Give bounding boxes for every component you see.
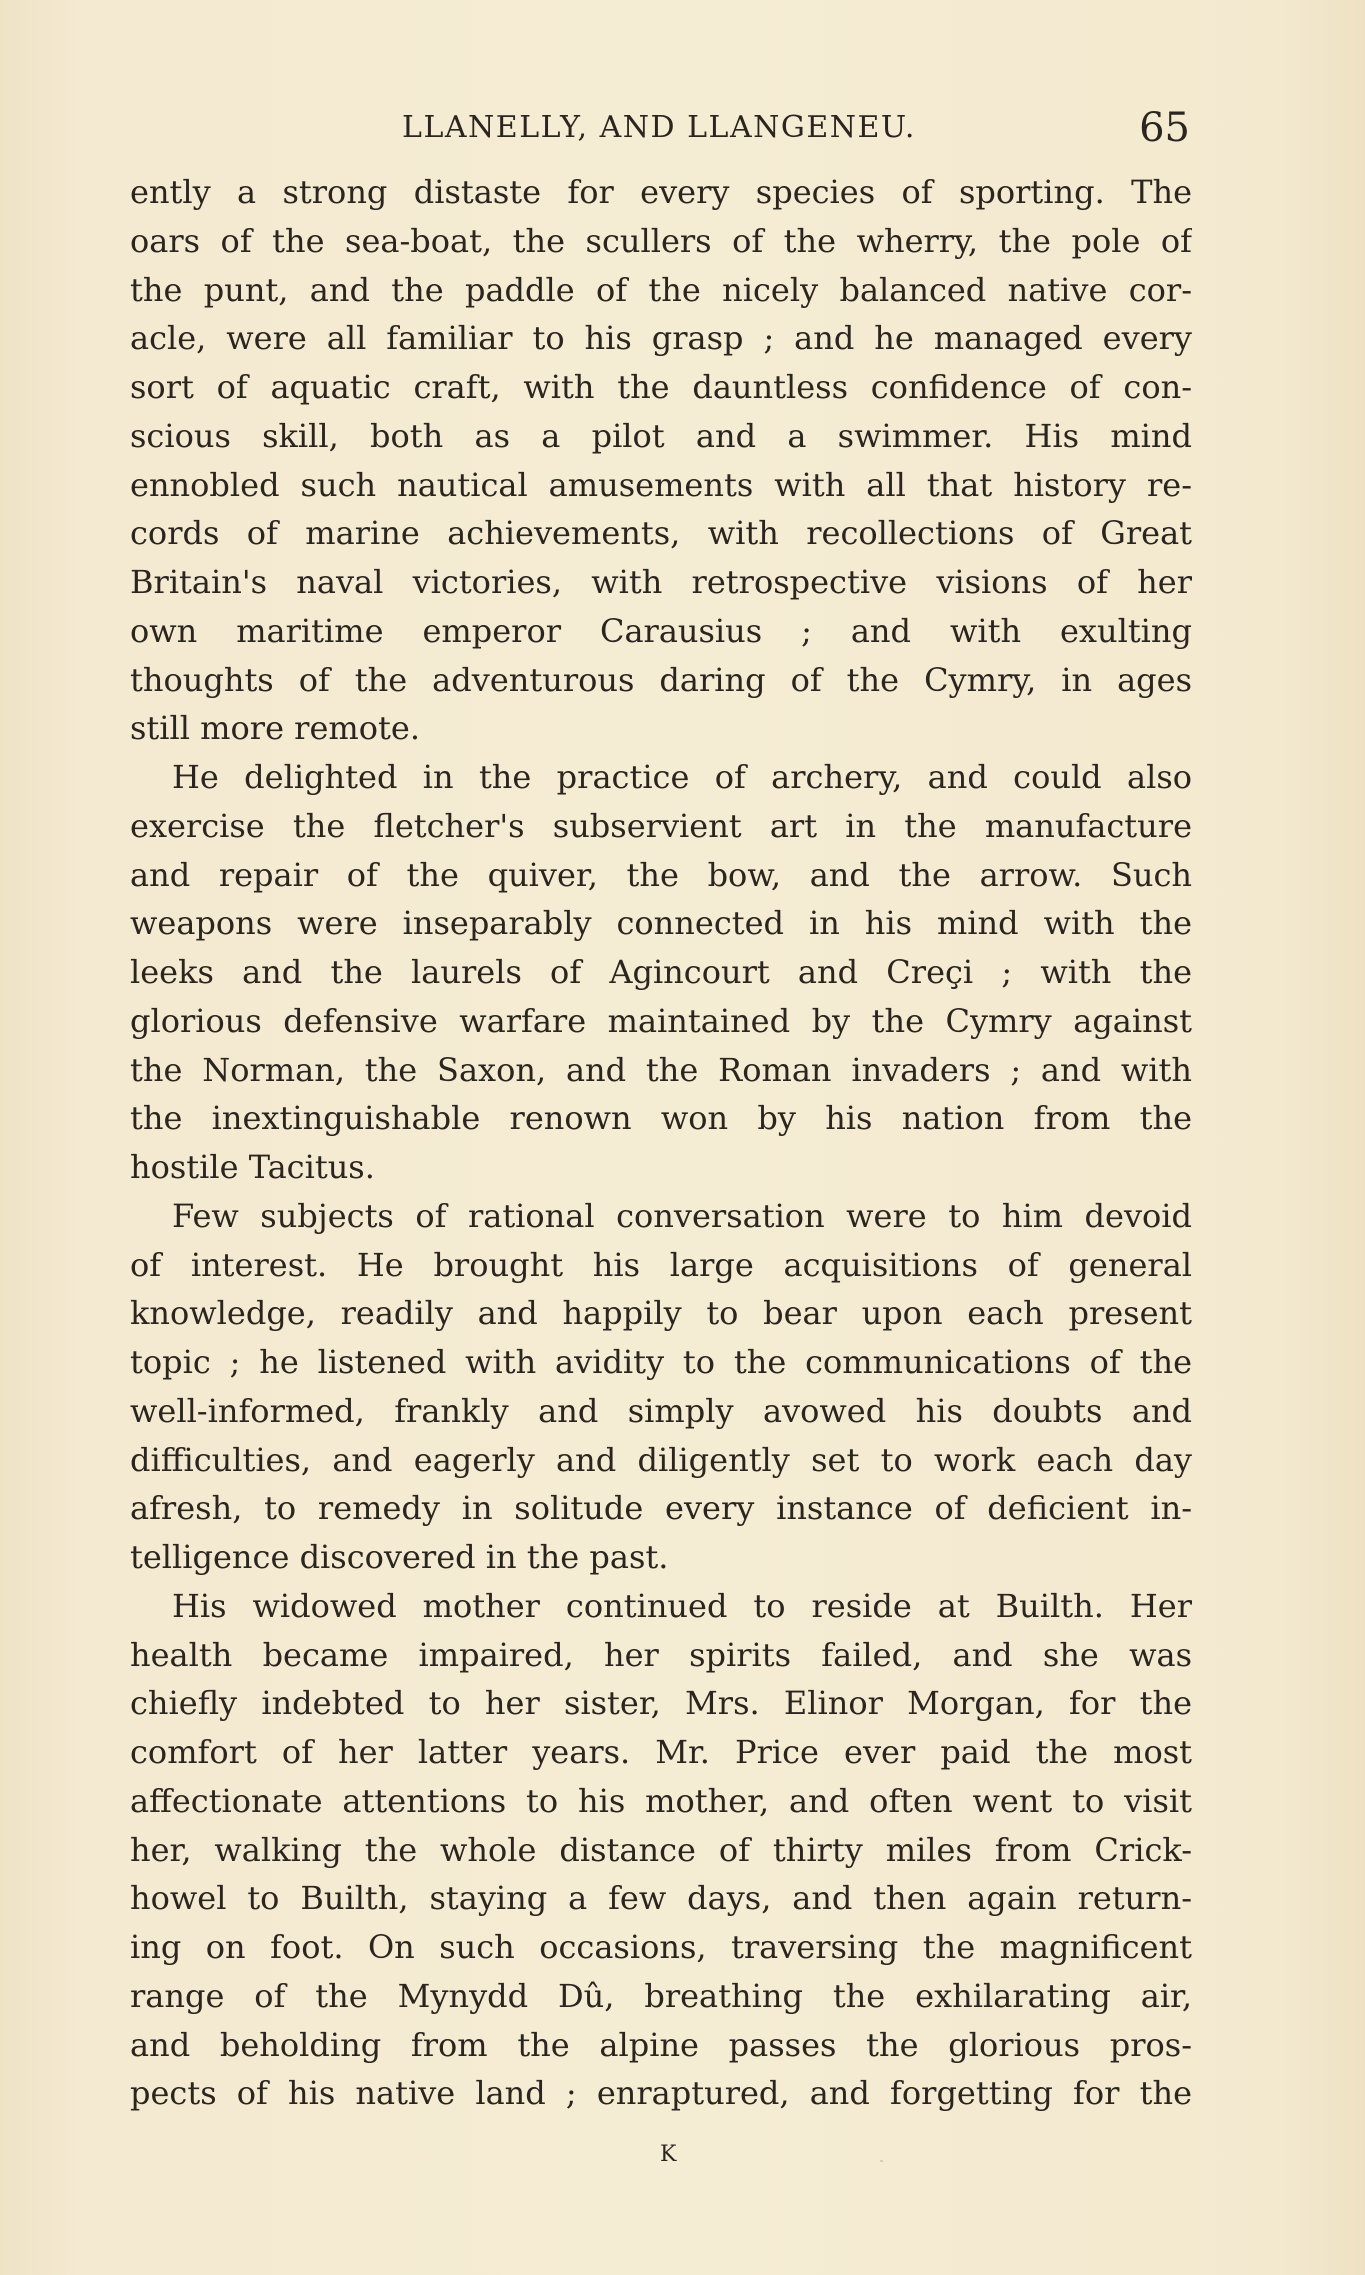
text-line: affectionate attentions to his mother, and often went to visit <box>130 1781 1192 1820</box>
text-line: her, walking the whole distance of thirty miles from Crick- <box>130 1830 1192 1869</box>
paper-speck <box>880 2160 883 2162</box>
text-line: cords of marine achievements, with recollections of Great <box>130 514 1192 553</box>
text-line: and beholding from the alpine passes the glorious pros- <box>130 2025 1192 2064</box>
text-line: thoughts of the adventurous daring of the Cymry, in ages <box>130 660 1192 699</box>
text-line: topic ; he listened with avidity to the communications of the <box>130 1343 1192 1381</box>
text-line: weapons were inseparably connected in his mind with the <box>130 904 1192 943</box>
text-line: the inextinguishable renown won by his nation from the <box>130 1099 1192 1138</box>
text-line: range of the Mynydd Dû, breathing the exhilarating air, <box>130 1976 1192 2015</box>
text-line: oars of the sea-boat, the scullers of the wherry, the pole of <box>130 221 1192 260</box>
text-line: His widowed mother continued to reside at Builth. Her <box>172 1586 1192 1625</box>
text-line: health became impaired, her spirits failed, and she was <box>130 1635 1192 1674</box>
running-head <box>128 102 1190 154</box>
text-line: own maritime emperor Carausius ; and with exulting <box>130 611 1192 650</box>
text-line: Few subjects of rational conversation were to him devoid <box>172 1196 1192 1235</box>
text-line: ently a strong distaste for every species of sporting. The <box>130 173 1192 211</box>
text-line: leeks and the laurels of Agincourt and Creçi ; with the <box>130 953 1192 991</box>
text-line: howel to Builth, staying a few days, and then again return- <box>130 1879 1192 1918</box>
signature-mark: K <box>660 2142 678 2167</box>
text-line: the punt, and the paddle of the nicely balanced native cor- <box>130 270 1192 309</box>
text-line: comfort of her latter years. Mr. Price ever paid the most <box>130 1733 1192 1771</box>
text-line: ing on foot. On such occasions, traversing the magnificent <box>130 1928 1192 1966</box>
text-line: hostile Tacitus. <box>130 1148 375 1186</box>
text-line: chiefly indebted to her sister, Mrs. Elinor Morgan, for the <box>130 1684 1192 1723</box>
text-line: still more remote. <box>130 709 420 748</box>
text-line: Britain's naval victories, with retrospective visions of her <box>130 563 1192 601</box>
text-line: of interest. He brought his large acquisitions of general <box>130 1245 1192 1284</box>
text-line: He delighted in the practice of archery, and could also <box>172 758 1192 796</box>
text-line: pects of his native land ; enraptured, and forgetting for the <box>130 2074 1192 2113</box>
text-line: knowledge, readily and happily to bear upon each present <box>130 1294 1192 1333</box>
text-line: scious skill, both as a pilot and a swimmer. His mind <box>130 416 1192 455</box>
text-line: and repair of the quiver, the bow, and the arrow. Such <box>130 855 1192 894</box>
text-line: afresh, to remedy in solitude every instance of deficient in- <box>130 1489 1192 1528</box>
text-line: ennobled such nautical amusements with all that history re- <box>130 465 1192 504</box>
text-line: the Norman, the Saxon, and the Roman invaders ; and with <box>130 1050 1192 1089</box>
body-text <box>130 168 1192 2118</box>
text-line: exercise the fletcher's subservient art in the manufacture <box>130 806 1192 845</box>
text-line: difficulties, and eagerly and diligently set to work each day <box>130 1440 1192 1479</box>
text-line: glorious defensive warfare maintained by the Cymry against <box>130 1001 1192 1040</box>
page-number: 65 <box>1139 105 1190 151</box>
text-line: sort of aquatic craft, with the dauntless confidence of con- <box>130 368 1192 406</box>
text-line: well-informed, frankly and simply avowed his doubts and <box>130 1391 1192 1430</box>
text-line: acle, were all familiar to his grasp ; and he managed every <box>130 319 1192 358</box>
text-line: telligence discovered in the past. <box>130 1538 669 1576</box>
running-title: LLANELLY, AND LLANGENEU. <box>402 110 916 145</box>
